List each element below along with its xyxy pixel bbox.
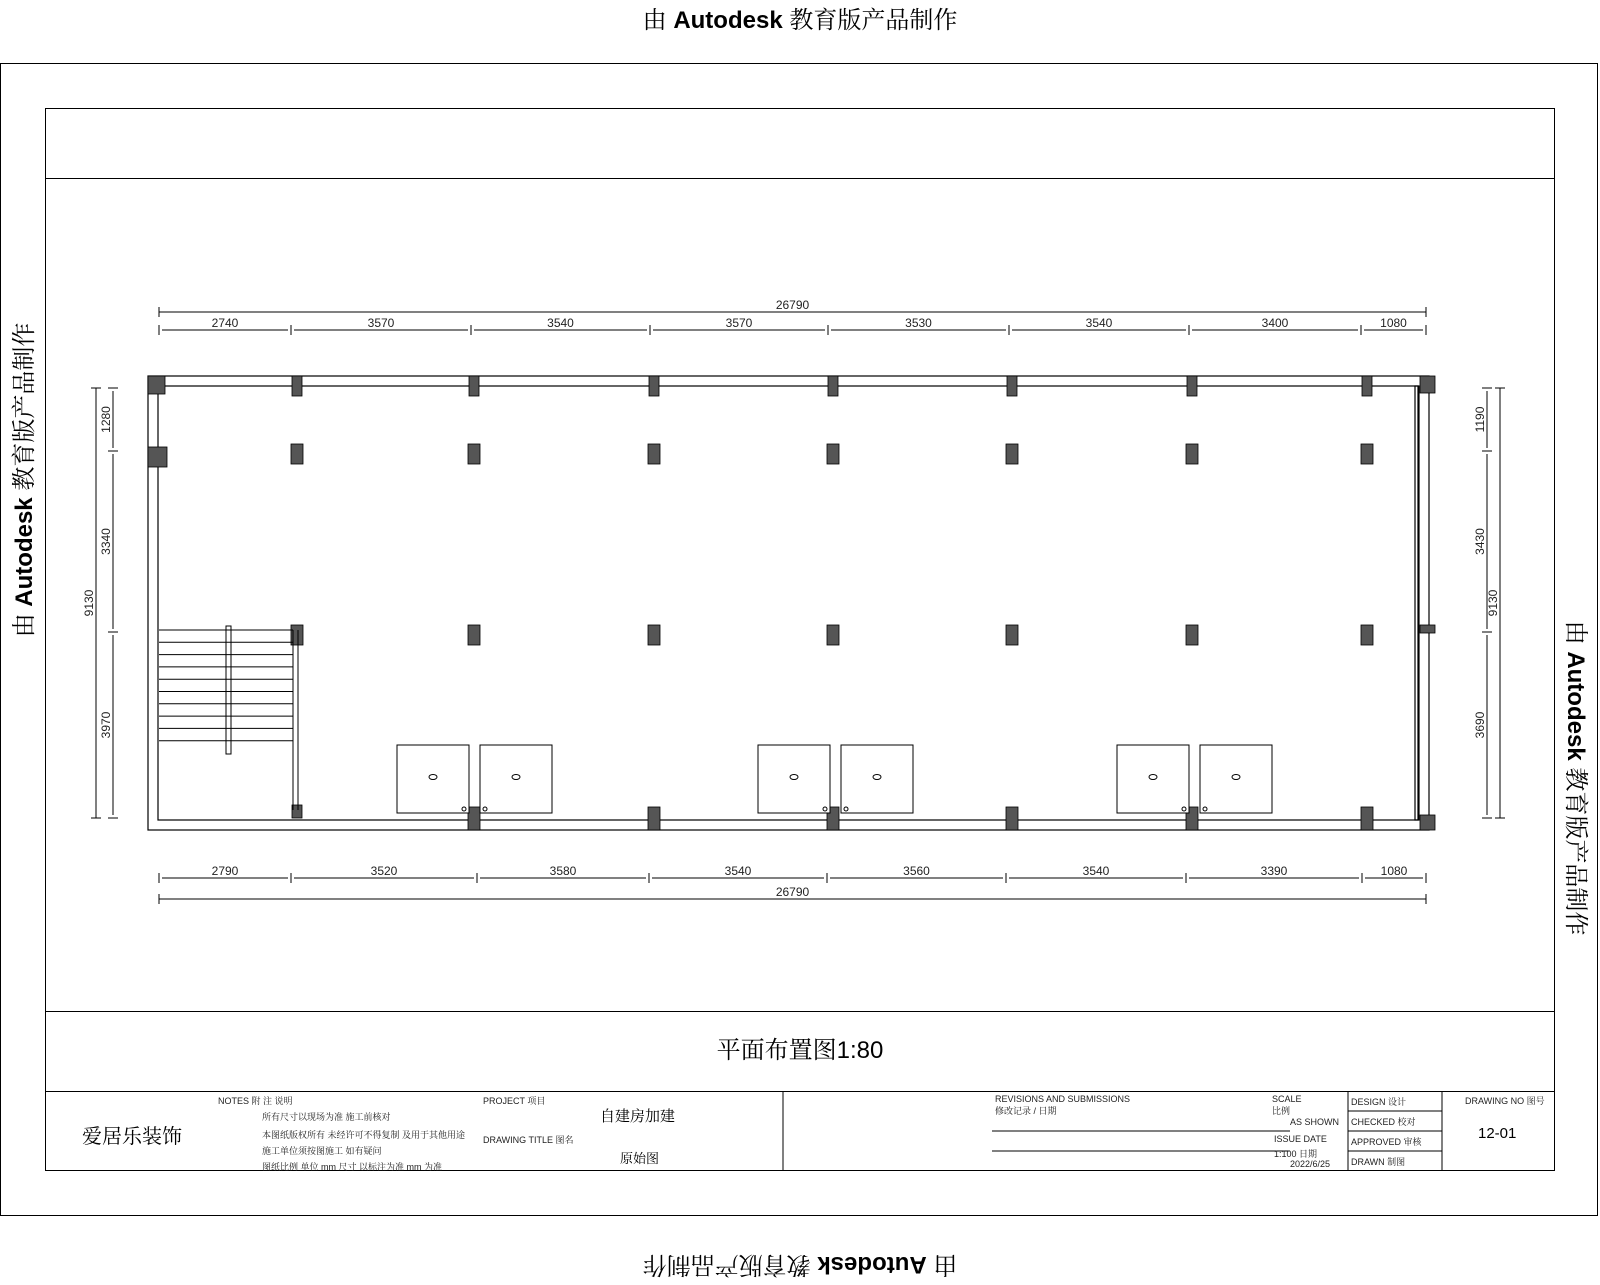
watermark-bottom: 由 Autodesk 教育版产品制作 [642, 1251, 958, 1278]
sign-row: CHECKED 校对 [1351, 1117, 1416, 1127]
dimension-label: 1080 [1380, 864, 1408, 878]
dimension-total-label: 9130 [82, 589, 96, 617]
dimension-label: 3970 [99, 711, 113, 739]
dimension-label: 3560 [903, 864, 930, 878]
scale-value: AS SHOWN [1290, 1117, 1340, 1127]
dimension-label: 3570 [367, 316, 395, 330]
dimension-label: 3540 [724, 864, 752, 878]
notes-header: NOTES 附 注 说明 [218, 1096, 293, 1106]
watermark-top: 由 Autodesk 教育版产品制作 [642, 7, 958, 34]
note-line: 所有尺寸以现场为准 施工前核对 [262, 1112, 391, 1122]
issue-label: ISSUE DATE [1274, 1134, 1327, 1144]
dimension-label: 2790 [211, 864, 239, 878]
watermark-left: 由 Autodesk 教育版产品制作 [11, 322, 38, 638]
dimension-label: 3540 [1082, 864, 1110, 878]
drawing-name: 原始图 [620, 1151, 660, 1166]
revisions-sublabel: 修改记录 / 日期 [995, 1106, 1057, 1116]
dimension-label: 3520 [370, 864, 398, 878]
drawing-title-label: DRAWING TITLE 图名 [483, 1135, 574, 1145]
dimension-label: 1280 [99, 406, 113, 433]
sign-row: DESIGN 设计 [1351, 1097, 1407, 1107]
dimension-label: 3580 [549, 864, 577, 878]
dimension-label: 3540 [547, 316, 574, 330]
dimension-label: 3570 [725, 316, 753, 330]
drawing-no-label: DRAWING NO 图号 [1465, 1096, 1545, 1106]
note-line: 施工单位须按图施工 如有疑问 [262, 1146, 382, 1156]
company-name: 爱居乐装饰 [82, 1126, 182, 1148]
dimension-label: 3390 [1260, 864, 1288, 878]
dimension-label: 2740 [211, 316, 239, 330]
dimension-total-label: 26790 [775, 885, 810, 899]
dimension-total-label: 26790 [775, 298, 810, 312]
note-line: 本图纸版权所有 未经许可不得复制 及用于其他用途 [262, 1130, 466, 1140]
dimension-label: 3540 [1085, 316, 1113, 330]
dimension-label: 1190 [1473, 406, 1487, 433]
revisions-label: REVISIONS AND SUBMISSIONS [995, 1094, 1131, 1104]
issue-value: 1:100 日期 [1274, 1149, 1318, 1159]
watermark-right: 由 Autodesk 教育版产品制作 [1562, 620, 1589, 936]
dimension-label: 3340 [99, 528, 113, 555]
scale-sublabel: 比例 [1272, 1106, 1291, 1116]
dimension-label: 3690 [1473, 711, 1487, 739]
date-value: 2022/6/25 [1290, 1159, 1331, 1169]
project-label: PROJECT 项目 [483, 1096, 546, 1106]
sign-row: DRAWN 制图 [1351, 1157, 1406, 1167]
dimension-total-label: 9130 [1486, 589, 1500, 617]
dimension-label: 3400 [1261, 316, 1289, 330]
project-name: 自建房加建 [600, 1108, 676, 1125]
note-line: 图纸比例 单位 mm 尺寸 以标注为准 mm 为准 [262, 1162, 442, 1172]
sign-row: APPROVED 审核 [1351, 1137, 1422, 1147]
dimension-label: 3430 [1473, 528, 1487, 555]
drawing-number: 12-01 [1478, 1125, 1517, 1142]
dimension-label: 1080 [1380, 316, 1407, 330]
scale-label: SCALE [1272, 1094, 1302, 1104]
dimension-label: 3530 [905, 316, 932, 330]
plan-title: 平面布置图1:80 [716, 1037, 884, 1064]
